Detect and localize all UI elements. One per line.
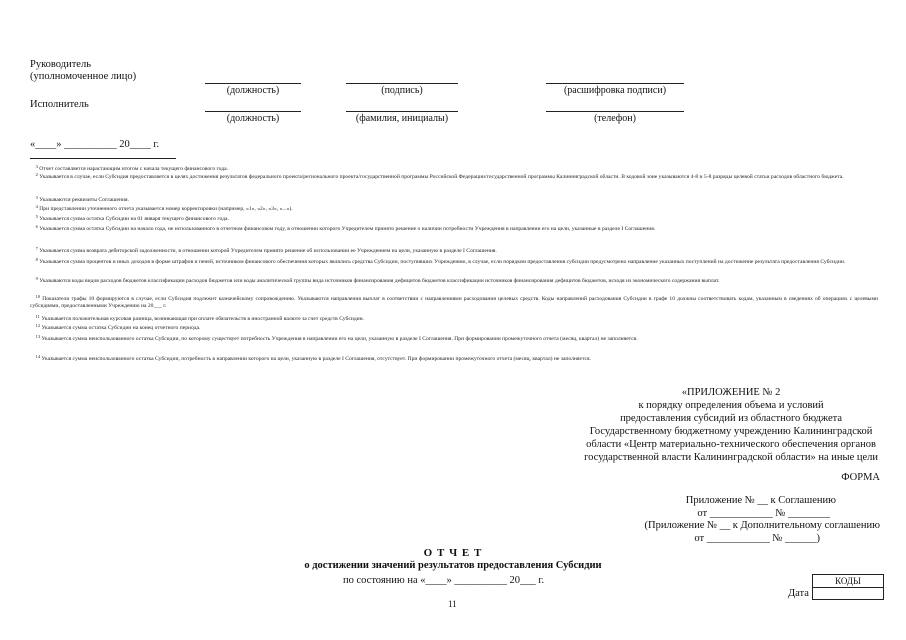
annex-line: «ПРИЛОЖЕНИЕ № 2: [681, 387, 781, 398]
footnote-text: Указываются коды видов расходов бюджетов классификации расходов бюджетов или коды аналитической группы вида источников финансирования дефицитов бюджетов классификации источников финансирования дефицитов бюджетов, исходя из экономического содержания выплат.: [39, 278, 720, 284]
footnote-text: При представлении уточненного отчета указывается номер корректировки (например, «1», «2», «3», «...»).: [39, 206, 293, 212]
annex-line: предоставления субсидий из областного бюджета: [620, 413, 843, 424]
footnote-text: Отчет составляется нарастающим итогом с начала текущего финансового года.: [39, 166, 229, 172]
footnote-number: 7: [35, 246, 38, 251]
footnote: [30, 353, 878, 363]
executor-position-line: [205, 111, 301, 112]
footnote-number: 9: [35, 276, 38, 281]
agreement-ref: [645, 495, 880, 545]
footnote: [30, 293, 878, 311]
head-subtitle: (уполномоченное лицо): [30, 71, 137, 82]
caption-decoding: (расшифровка подписи): [563, 85, 667, 96]
footnote-number: 2: [35, 172, 38, 177]
agreement-line: (Приложение № __ к Дополнительному соглашению: [644, 520, 880, 531]
agreement-line: от ____________ № ________: [697, 507, 830, 519]
footnote: [30, 203, 878, 213]
head-signature-line: [346, 83, 458, 84]
footnote-number: 12: [35, 323, 41, 328]
annex-line: к порядку определения объема и условий: [638, 400, 824, 411]
footnote-text: Указывается положительная курсовая разница, возникающая при оплате обязательств в иностранной валюте за счет средств Субсидии.: [41, 316, 365, 322]
agreement-line: от ____________ № ______): [694, 532, 820, 544]
footnote-text: Указывается сумма остатка Субсидии на 01 января текущего финансового года.: [39, 216, 229, 222]
footnote: [30, 171, 878, 181]
executor-name-line: [346, 111, 458, 112]
footnote-number: 4: [35, 204, 38, 209]
agreement-line: Приложение № __ к Соглашению: [685, 495, 836, 506]
annex-line: области «Центр материально-технического обеспечения органов: [586, 439, 876, 450]
date-label: Дата: [788, 588, 809, 599]
executor-label: Исполнитель: [30, 99, 89, 110]
footnote-number: 5: [35, 214, 38, 219]
signature-date: «____» __________ 20____ г.: [30, 139, 160, 150]
report-as-of: по состоянию на «____» __________ 20___ г.: [343, 575, 545, 586]
footnote-text: Показатели графы 10 формируются в случае, если Субсидия подлежит казначейскому сопровождению. Указываются направления выплат в соответствии с направлениями расходования целевых средств. Коды направлений расходования Субсидии в графе 10 должны соответствовать кодам, указанным в сведениях об операциях с целевыми субсидиями, предоставленными Учреждению на 20___ г.: [30, 296, 878, 310]
footnote: [30, 275, 878, 285]
footnote: [30, 333, 878, 343]
footnote-text: Указывается сумма процентов и иных доходов в форме штрафов и пеней, источником финансового обеспечения которых являлись средства Субсидии, поступивших Учреждению, в случае, если порядком предоставления субсидии предусмотрено направление указанных поступлений на достижение результата предоставления Субсидии.: [39, 259, 846, 265]
footnote-number: 3: [35, 164, 38, 169]
footnote-number: 6: [35, 224, 38, 229]
head-decoding-line: [546, 83, 684, 84]
footnote: [30, 322, 878, 332]
footnote-text: Указывается сумма остатка Субсидии на начало года, не использованного в отчетном финансовом году, в отношении которого Учредителем принято решение о наличии потребности Учреждения в направлении его на цели, указанные в разделе I Соглашения.: [39, 226, 656, 232]
date-code-cell: [812, 587, 884, 600]
footnote: [30, 213, 878, 223]
footnote-number: 10: [35, 294, 41, 299]
footnote-number: 3: [35, 195, 38, 200]
footnote: [30, 256, 878, 266]
annex-line: государственной власти Калининградской области» на иные цели: [584, 452, 878, 463]
caption-position: (должность): [226, 85, 280, 96]
footnote-text: Указывается сумма неиспользованного остатка Субсидии, потребность в направлении которого на цели, указанную в разделе I Соглашения, отсутствует. При формировании промежуточного отчета (месяц, квартал) не заполняется.: [41, 356, 591, 362]
annex-header: [584, 386, 878, 464]
footnote: [30, 245, 878, 255]
footnote-number: 8: [35, 257, 38, 262]
form-label: ФОРМА: [841, 472, 880, 483]
footnote-text: Указывается сумма возврата дебиторской задолженности, в отношении которой Учредителем принято решение об использовании ее Учреждением на цели, указанную в разделе I Соглашения.: [39, 248, 497, 254]
footnote-text: Указывается сумма остатка Субсидии на конец отчетного периода.: [41, 325, 201, 331]
annex-line: Государственному бюджетному учреждению Калининградской: [589, 426, 873, 437]
footnote: [30, 223, 878, 233]
codes-header: КОДЫ: [812, 574, 884, 588]
head-position-line: [205, 83, 301, 84]
footnote-number: 13: [35, 334, 41, 339]
footnote-text: Указывается сумма неиспользованного остатка Субсидии, по которому существует потребность Учреждения в направлении его на цели, указанную в разделе I Соглашения. При формировании промежуточного отчета (месяц, квартал) не заполняется.: [41, 336, 638, 342]
report-subtitle: о достижении значений результатов предоставления Субсидии: [304, 560, 602, 571]
caption-phone: (телефон): [594, 113, 636, 124]
report-title: О Т Ч Е Т: [423, 547, 483, 559]
caption-name: (фамилия, инициалы): [355, 113, 449, 124]
footnote-separator: [30, 158, 176, 159]
footnote-number: 14: [35, 354, 41, 359]
footnote-text: Указываются реквизиты Соглашения.: [39, 197, 129, 203]
footnote-number: 11: [35, 314, 40, 319]
footnote-text: Указывается в случае, если Субсидия предоставляется в целях достижения результатов федерального проекта/регионального проекта/государственной программы Российской Федерации/государственной программы Калининградской области. В кодовой зоне указываются 4-8 и 5-8 разряды целевой статьи расходов областного бюджета.: [39, 174, 844, 180]
caption-position-2: (должность): [226, 113, 280, 124]
caption-signature: (подпись): [381, 85, 423, 96]
head-title: Руководитель: [30, 59, 91, 70]
executor-phone-line: [546, 111, 684, 112]
page-number: 11: [448, 599, 457, 609]
